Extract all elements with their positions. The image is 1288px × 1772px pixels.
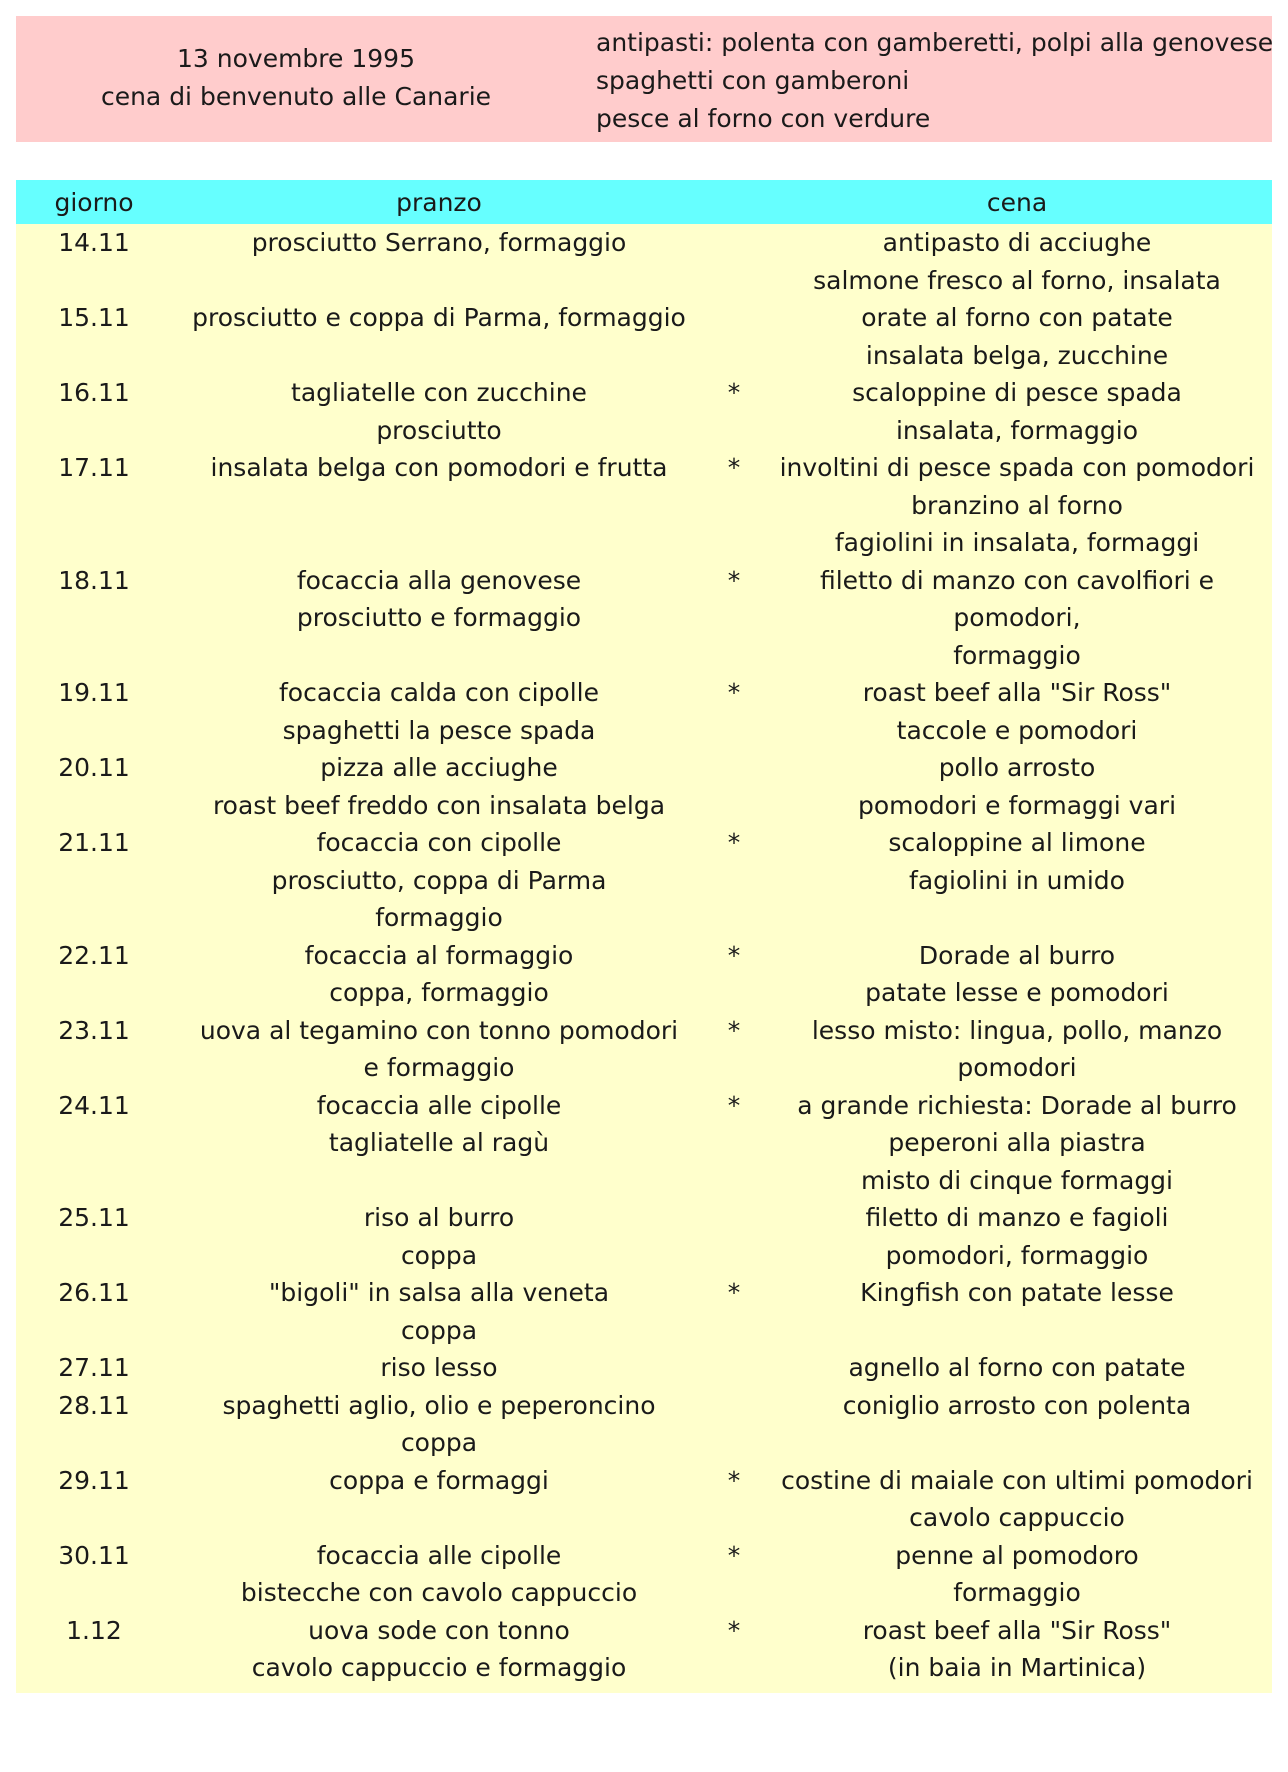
lunch-dish: pizza alle acciughe xyxy=(320,753,558,782)
lunch-cell xyxy=(172,449,706,562)
lunch-cell xyxy=(172,1612,706,1687)
day-cell: 14.11 xyxy=(58,228,130,257)
dinner-cell xyxy=(762,937,1272,1012)
header-dinner: cena xyxy=(986,187,1048,217)
lunch-dish: spaghetti la pesce spada xyxy=(282,715,596,745)
dinner-cell xyxy=(762,374,1272,449)
day-cell: 16.11 xyxy=(58,378,130,407)
day-cell: 24.11 xyxy=(58,1090,130,1120)
dinner-dish: orate al forno con patate xyxy=(861,303,1173,332)
dinner-cell xyxy=(762,299,1272,374)
dinner-cell xyxy=(762,224,1272,299)
dinner-dish: filetto di manzo con cavolfiori e xyxy=(819,565,1215,595)
dinner-dish: a grande richiesta: Dorade al burro xyxy=(797,1090,1237,1120)
table-row xyxy=(16,1537,1272,1612)
star-marker: * xyxy=(727,378,741,407)
table-row xyxy=(16,1199,1272,1274)
dinner-cell xyxy=(762,749,1272,824)
table-row xyxy=(16,1012,1272,1087)
dinner-dish: lesso misto: lingua, pollo, manzo xyxy=(811,1015,1223,1045)
lunch-dish: e formaggio xyxy=(363,1053,515,1082)
lunch-dish: prosciutto xyxy=(376,415,502,445)
lunch-dish: coppa, formaggio xyxy=(329,978,549,1007)
dinner-dish: pomodori e formaggi vari xyxy=(857,790,1177,820)
dinner-dish: pomodori, formaggio xyxy=(885,1240,1149,1270)
lunch-dish: insalata belga con pomodori e frutta xyxy=(210,453,668,482)
star-marker: * xyxy=(727,1540,741,1570)
star-marker xyxy=(706,299,762,374)
star-marker: * xyxy=(727,1278,741,1307)
lunch-dish: focaccia calda con cipolle xyxy=(279,678,599,707)
lunch-dish: coppa xyxy=(400,1428,478,1457)
dinner-dish: (in baia in Martinica) xyxy=(887,1653,1147,1682)
table-row xyxy=(16,824,1272,937)
dinner-dish: peperoni alla piastra xyxy=(888,1128,1146,1157)
day-cell: 1.12 xyxy=(66,1615,122,1645)
welcome-date: 13 novembre 1995 xyxy=(177,44,415,73)
table-header-row xyxy=(16,180,1272,224)
dinner-cell xyxy=(762,449,1272,562)
day-cell: 26.11 xyxy=(58,1278,130,1307)
lunch-dish: tagliatelle al ragù xyxy=(328,1128,550,1157)
lunch-dish: focaccia alle cipolle xyxy=(316,1540,562,1570)
lunch-cell xyxy=(172,1387,706,1462)
day-cell: 23.11 xyxy=(58,1015,130,1045)
lunch-cell xyxy=(172,299,706,374)
table-row xyxy=(16,749,1272,824)
dinner-dish: roast beef alla "Sir Ross" xyxy=(862,1615,1172,1645)
lunch-dish: roast beef freddo con insalata belga xyxy=(212,790,666,820)
menu-table xyxy=(16,180,1272,1693)
lunch-dish: uova al tegamino con tonno pomodori xyxy=(199,1015,679,1045)
dinner-dish: pollo arrosto xyxy=(938,753,1096,782)
dinner-cell xyxy=(762,674,1272,749)
dinner-dish: agnello al forno con patate xyxy=(848,1353,1186,1382)
lunch-dish: prosciutto e formaggio xyxy=(296,603,582,632)
lunch-cell xyxy=(172,674,706,749)
dinner-dish: Kingfish con patate lesse xyxy=(860,1278,1174,1307)
lunch-dish: riso lesso xyxy=(380,1353,498,1382)
day-cell: 22.11 xyxy=(58,940,130,970)
table-row xyxy=(16,1274,1272,1349)
star-marker: * xyxy=(727,1465,741,1495)
dinner-cell xyxy=(762,1199,1272,1274)
lunch-cell xyxy=(172,374,706,449)
star-marker xyxy=(706,224,762,299)
header-lunch: pranzo xyxy=(396,187,482,217)
day-cell: 29.11 xyxy=(58,1465,130,1495)
lunch-dish: formaggio xyxy=(375,903,503,932)
table-row xyxy=(16,937,1272,1012)
lunch-cell xyxy=(172,1012,706,1087)
dinner-dish: patate lesse e pomodori xyxy=(865,978,1169,1007)
dinner-dish: pomodori, xyxy=(953,603,1081,632)
table-row xyxy=(16,1349,1272,1387)
dinner-dish: pomodori xyxy=(957,1053,1077,1082)
lunch-dish: focaccia al formaggio xyxy=(304,940,574,970)
lunch-dish: spaghetti aglio, olio e peperoncino xyxy=(222,1390,656,1420)
lunch-cell xyxy=(172,749,706,824)
welcome-occasion: cena di benvenuto alle Canarie xyxy=(100,82,492,111)
dinner-cell xyxy=(762,824,1272,937)
star-marker: * xyxy=(727,678,741,707)
lunch-dish: uova sode con tonno xyxy=(308,1615,570,1645)
star-marker xyxy=(706,1349,762,1387)
lunch-dish: "bigoli" in salsa alla veneta xyxy=(268,1278,610,1307)
lunch-cell xyxy=(172,562,706,675)
table-row xyxy=(16,1462,1272,1537)
dinner-dish: taccole e pomodori xyxy=(896,715,1138,745)
lunch-dish: focaccia alla genovese xyxy=(296,565,582,595)
star-marker: * xyxy=(727,1090,741,1120)
lunch-cell xyxy=(172,224,706,299)
lunch-dish: prosciutto e coppa di Parma, formaggio xyxy=(192,303,686,332)
dinner-dish: cavolo cappuccio xyxy=(909,1503,1125,1532)
day-cell: 19.11 xyxy=(58,678,130,707)
lunch-cell xyxy=(172,1087,706,1200)
dinner-cell xyxy=(762,1537,1272,1612)
dinner-dish: fagiolini in umido xyxy=(909,865,1125,895)
table-row xyxy=(16,299,1272,374)
dinner-dish: scaloppine di pesce spada xyxy=(852,378,1182,407)
lunch-dish: prosciutto, coppa di Parma xyxy=(271,865,607,895)
lunch-dish: coppa xyxy=(400,1315,478,1345)
dinner-dish: insalata belga, zucchine xyxy=(865,340,1169,370)
table-row xyxy=(16,674,1272,749)
dinner-dish: filetto di manzo e fagioli xyxy=(865,1203,1169,1232)
dinner-cell xyxy=(762,1462,1272,1537)
dinner-dish: penne al pomodoro xyxy=(895,1540,1139,1570)
star-marker: * xyxy=(727,940,741,970)
lunch-cell xyxy=(172,1537,706,1612)
welcome-dinner-box xyxy=(16,16,1272,142)
day-cell: 25.11 xyxy=(58,1203,130,1232)
table-row xyxy=(16,224,1272,299)
dinner-cell xyxy=(762,1349,1272,1387)
dinner-dish: costine di maiale con ultimi pomodori xyxy=(781,1465,1253,1495)
day-cell: 28.11 xyxy=(58,1390,130,1420)
dinner-dish: scaloppine al limone xyxy=(888,828,1146,857)
star-marker: * xyxy=(727,1615,741,1645)
table-row xyxy=(16,449,1272,562)
star-marker: * xyxy=(727,453,741,482)
dinner-dish: Dorade al burro xyxy=(918,940,1116,970)
lunch-cell xyxy=(172,1199,706,1274)
dinner-dish: insalata, formaggio xyxy=(895,415,1138,445)
day-cell: 21.11 xyxy=(58,828,130,857)
lunch-dish: riso al burro xyxy=(363,1203,515,1232)
dinner-dish: coniglio arrosto con polenta xyxy=(842,1390,1192,1420)
dinner-dish: misto di cinque formaggi xyxy=(861,1165,1173,1195)
star-marker xyxy=(706,749,762,824)
star-marker: * xyxy=(727,828,741,857)
lunch-dish: focaccia alle cipolle xyxy=(316,1090,562,1120)
star-marker xyxy=(706,1387,762,1462)
dinner-dish: fagiolini in insalata, formaggi xyxy=(834,528,1200,557)
dinner-cell xyxy=(762,1087,1272,1200)
lunch-cell xyxy=(172,937,706,1012)
star-marker: * xyxy=(727,565,741,595)
lunch-cell xyxy=(172,1462,706,1537)
lunch-dish: prosciutto Serrano, formaggio xyxy=(251,228,627,257)
lunch-cell xyxy=(172,824,706,937)
lunch-dish: tagliatelle con zucchine xyxy=(291,378,587,407)
table-row xyxy=(16,1087,1272,1200)
dinner-dish: branzino al forno xyxy=(911,490,1123,520)
table-body xyxy=(16,224,1272,1687)
dinner-dish: salmone fresco al forno, insalata xyxy=(813,265,1221,295)
dinner-cell xyxy=(762,562,1272,675)
dinner-dish: formaggio xyxy=(953,1578,1081,1607)
dinner-cell xyxy=(762,1012,1272,1087)
welcome-menu xyxy=(596,24,1274,138)
table-row xyxy=(16,374,1272,449)
lunch-dish: coppa xyxy=(400,1240,478,1270)
table-row xyxy=(16,1387,1272,1462)
lunch-dish: focaccia con cipolle xyxy=(316,828,562,857)
star-marker xyxy=(706,1199,762,1274)
day-cell: 15.11 xyxy=(58,303,130,332)
welcome-menu-line: pesce al forno con verdure xyxy=(596,104,931,133)
day-cell: 27.11 xyxy=(58,1353,130,1382)
lunch-dish: cavolo cappuccio e formaggio xyxy=(251,1653,627,1682)
lunch-dish: bistecche con cavolo cappuccio xyxy=(240,1578,638,1607)
dinner-dish: antipasto di acciughe xyxy=(882,228,1152,257)
day-cell: 17.11 xyxy=(58,453,130,482)
dinner-dish: formaggio xyxy=(953,640,1081,670)
lunch-cell xyxy=(172,1274,706,1349)
dinner-dish: involtini di pesce spada con pomodori xyxy=(779,453,1255,482)
lunch-cell xyxy=(172,1349,706,1387)
dinner-cell xyxy=(762,1274,1272,1349)
dinner-cell xyxy=(762,1387,1272,1462)
table-row xyxy=(16,562,1272,675)
header-day: giorno xyxy=(54,187,134,217)
welcome-event xyxy=(16,40,576,116)
day-cell: 30.11 xyxy=(58,1540,130,1570)
welcome-menu-line: antipasti: polenta con gamberetti, polpi alla genovese xyxy=(596,28,1274,57)
day-cell: 20.11 xyxy=(58,753,130,782)
day-cell: 18.11 xyxy=(58,565,130,595)
table-row xyxy=(16,1612,1272,1687)
dinner-dish: roast beef alla "Sir Ross" xyxy=(862,678,1172,707)
dinner-cell xyxy=(762,1612,1272,1687)
lunch-dish: coppa e formaggi xyxy=(329,1465,549,1495)
welcome-menu-line: spaghetti con gamberoni xyxy=(596,66,910,95)
star-marker: * xyxy=(727,1015,741,1045)
